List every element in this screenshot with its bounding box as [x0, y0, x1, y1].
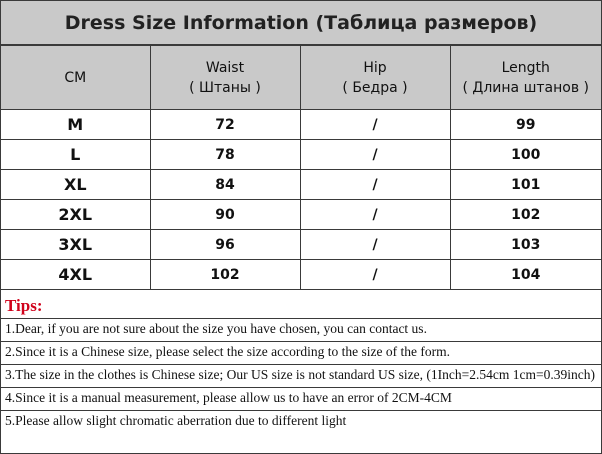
- tip-item: 5.Please allow slight chromatic aberration due to different light: [5, 413, 347, 428]
- length-cell: 104: [450, 260, 601, 290]
- size-cell: M: [1, 110, 150, 140]
- waist-cell: 72: [150, 110, 300, 140]
- length-cell: 103: [450, 230, 601, 260]
- size-cell: XL: [1, 170, 150, 200]
- size-cell: 3XL: [1, 230, 150, 260]
- length-cell: 100: [450, 140, 601, 170]
- table-row: [1, 260, 601, 290]
- tip-item: 3.The size in the clothes is Chinese size; Our US size is not standard US size, (1Inch=2.54cm 1cm=0.39inch): [1, 365, 601, 388]
- tip-item: 4.Since it is a manual measurement, please allow us to have an error of 2CM-4CM: [1, 388, 601, 411]
- table-row: [1, 200, 601, 230]
- header-length: Length ( Длина штанов ): [450, 46, 601, 110]
- header-hip: Hip ( Бедра ): [300, 46, 450, 110]
- table-row: [1, 140, 601, 170]
- tip-item: 1.Dear, if you are not sure about the size you have chosen, you can contact us.: [1, 319, 601, 342]
- waist-cell: 84: [150, 170, 300, 200]
- size-cell: 2XL: [1, 200, 150, 230]
- tips-heading: Tips:: [1, 294, 601, 319]
- length-cell: 102: [450, 200, 601, 230]
- hip-cell: /: [300, 110, 450, 140]
- waist-cell: 102: [150, 260, 300, 290]
- hip-cell: /: [300, 140, 450, 170]
- hip-cell: /: [300, 260, 450, 290]
- header-cm: CM: [1, 46, 150, 110]
- chart-title: Dress Size Information (Таблица размеров): [1, 1, 601, 45]
- hip-cell: /: [300, 200, 450, 230]
- waist-cell: 96: [150, 230, 300, 260]
- header-row: [1, 46, 601, 110]
- table-row: [1, 230, 601, 260]
- tip-item: 2.Since it is a Chinese size, please select the size according to the size of the form.: [1, 342, 601, 365]
- hip-cell: /: [300, 230, 450, 260]
- length-cell: 101: [450, 170, 601, 200]
- header-waist: Waist ( Штаны ): [150, 46, 300, 110]
- length-cell: 99: [450, 110, 601, 140]
- table-row: [1, 170, 601, 200]
- size-table: [1, 45, 601, 290]
- hip-cell: /: [300, 170, 450, 200]
- waist-cell: 78: [150, 140, 300, 170]
- size-cell: L: [1, 140, 150, 170]
- table-row: [1, 110, 601, 140]
- tips-section: [1, 294, 601, 433]
- size-cell: 4XL: [1, 260, 150, 290]
- waist-cell: 90: [150, 200, 300, 230]
